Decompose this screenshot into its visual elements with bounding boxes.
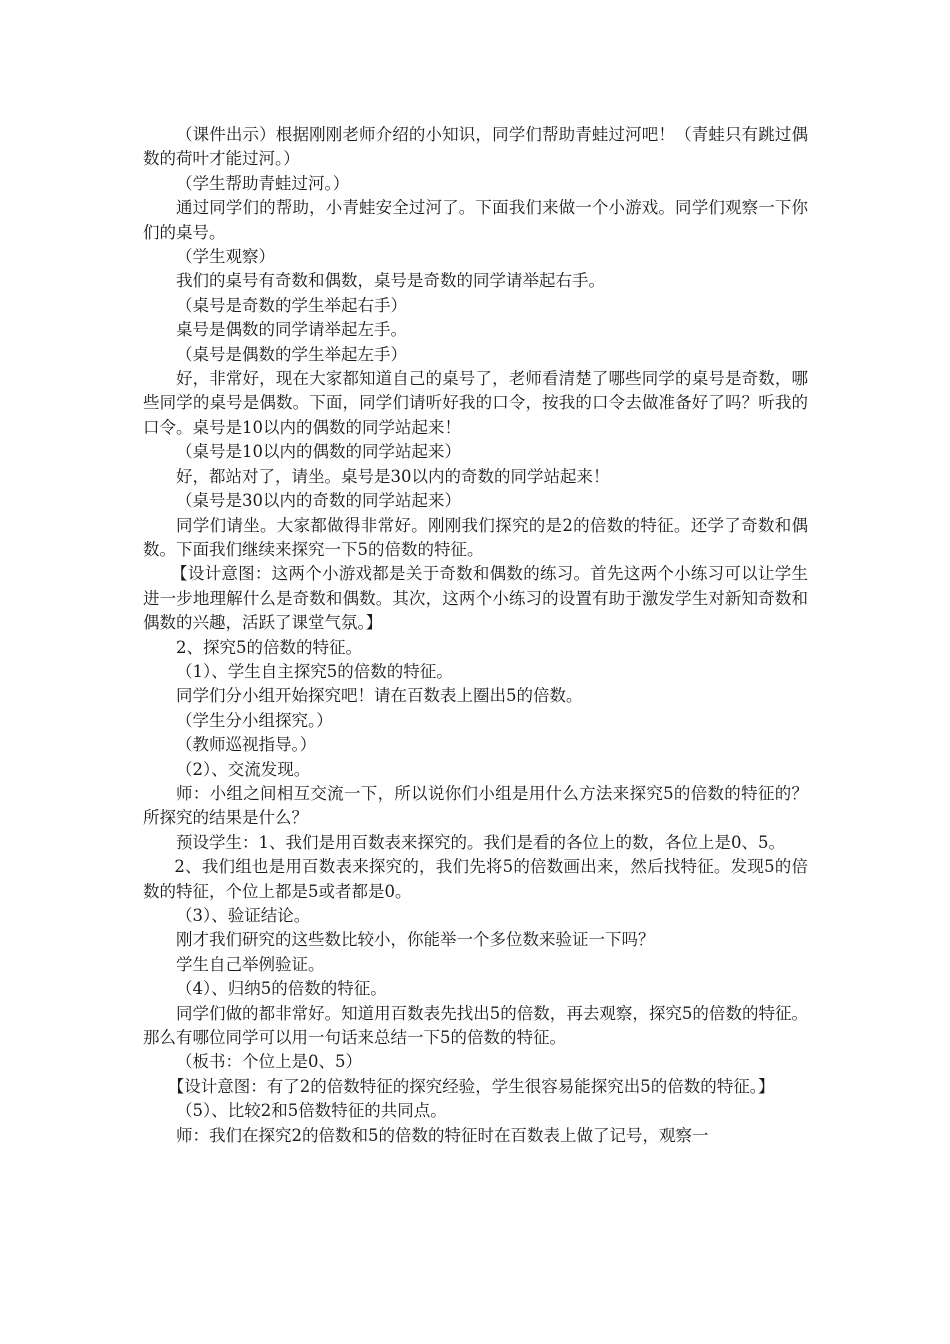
design-intent-note: 【设计意图：有了2的倍数特征的探究经验，学生很容易能探究出5的倍数的特征。】: [167, 1076, 775, 1096]
design-intent-note: 【设计意图：这两个小游戏都是关于奇数和偶数的练习。首先这两个小练习可以让学生进一步地理解什么是奇数和偶数。其次，这两个小练习的设置有助于激发学生对新知奇数和偶数的兴趣，活跃了课堂气氛。】: [143, 564, 808, 633]
paragraph: 师：我们在探究2的倍数和5的倍数的特征时在百数表上做了记号，观察一: [176, 1125, 709, 1145]
paragraph: （教师巡视指导。）: [176, 735, 317, 755]
paragraph: 预设学生：1、我们是用百数表来探究的。我们是看的各位上的数，各位上是0、5。: [176, 832, 785, 852]
subsection-heading: （3）、验证结论。: [176, 906, 311, 925]
paragraph: （桌号是奇数的学生举起右手）: [176, 295, 407, 315]
paragraph: 通过同学们的帮助，小青蛙安全过河了。下面我们来做一个小游戏。同学们观察一下你们的桌号。: [143, 198, 808, 242]
paragraph: 同学们做的都非常好。知道用百数表先找出5的倍数，再去观察，探究5的倍数的特征。那么有哪位同学可以用一句话来总结一下5的倍数的特征。: [143, 1003, 808, 1048]
paragraph: 同学们分小组开始探究吧！请在百数表上圈出5的倍数。: [176, 686, 583, 706]
paragraph: 2、我们组也是用百数表来探究的，我们先将5的倍数画出来，然后找特征。发现5的倍数的特征，个位上都是5或者都是0。: [143, 857, 808, 901]
paragraph: 桌号是偶数的同学请举起左手。: [176, 320, 407, 340]
paragraph: （学生分小组探究。）: [176, 710, 333, 730]
paragraph: 好，非常好，现在大家都知道自己的桌号了，老师看清楚了哪些同学的桌号是奇数，哪些同学的桌号是偶数。下面，同学们请听好我的口令，按我的口令去做准备好了吗？听我的口令。桌号是10以内的偶数的同学站起来！: [143, 369, 808, 437]
subsection-heading: （4）、归纳5的倍数的特征。: [176, 979, 387, 999]
paragraph: （桌号是10以内的偶数的同学站起来）: [176, 442, 461, 462]
paragraph: 好，都站对了，请坐。桌号是30以内的奇数的同学站起来！: [176, 466, 610, 486]
paragraph: （桌号是偶数的学生举起左手）: [176, 344, 407, 364]
document-page: [143, 123, 808, 1148]
paragraph: 师：小组之间相互交流一下，所以说你们小组是用什么方法来探究5的倍数的特征的？所探究的结果是什么？: [143, 783, 808, 828]
paragraph: （学生观察）: [176, 247, 275, 267]
paragraph: 学生自己举例验证。: [176, 954, 325, 974]
paragraph: （课件出示）根据刚刚老师介绍的小知识，同学们帮助青蛙过河吧！（青蛙只有跳过偶数的荷叶才能过河。）: [143, 125, 808, 169]
paragraph: 同学们请坐。大家都做得非常好。刚刚我们探究的是2的倍数的特征。还学了奇数和偶数。下面我们继续来探究一下5的倍数的特征。: [143, 515, 808, 559]
subsection-heading: （5）、比较2和5倍数特征的共同点。: [176, 1101, 447, 1121]
paragraph: （桌号是30以内的奇数的同学站起来）: [176, 491, 461, 511]
paragraph: 刚才我们研究的这些数比较小，你能举一个多位数来验证一下吗？: [176, 930, 655, 950]
subsection-heading: （2）、交流发现。: [176, 759, 311, 779]
subsection-heading: （1）、学生自主探究5的倍数的特征。: [176, 661, 453, 681]
paragraph: （板书：个位上是0、5）: [176, 1052, 362, 1072]
paragraph: （学生帮助青蛙过河。）: [176, 173, 350, 193]
paragraph: 我们的桌号有奇数和偶数，桌号是奇数的同学请举起右手。: [176, 271, 605, 291]
section-heading: 2、探究5的倍数的特征。: [176, 637, 362, 657]
